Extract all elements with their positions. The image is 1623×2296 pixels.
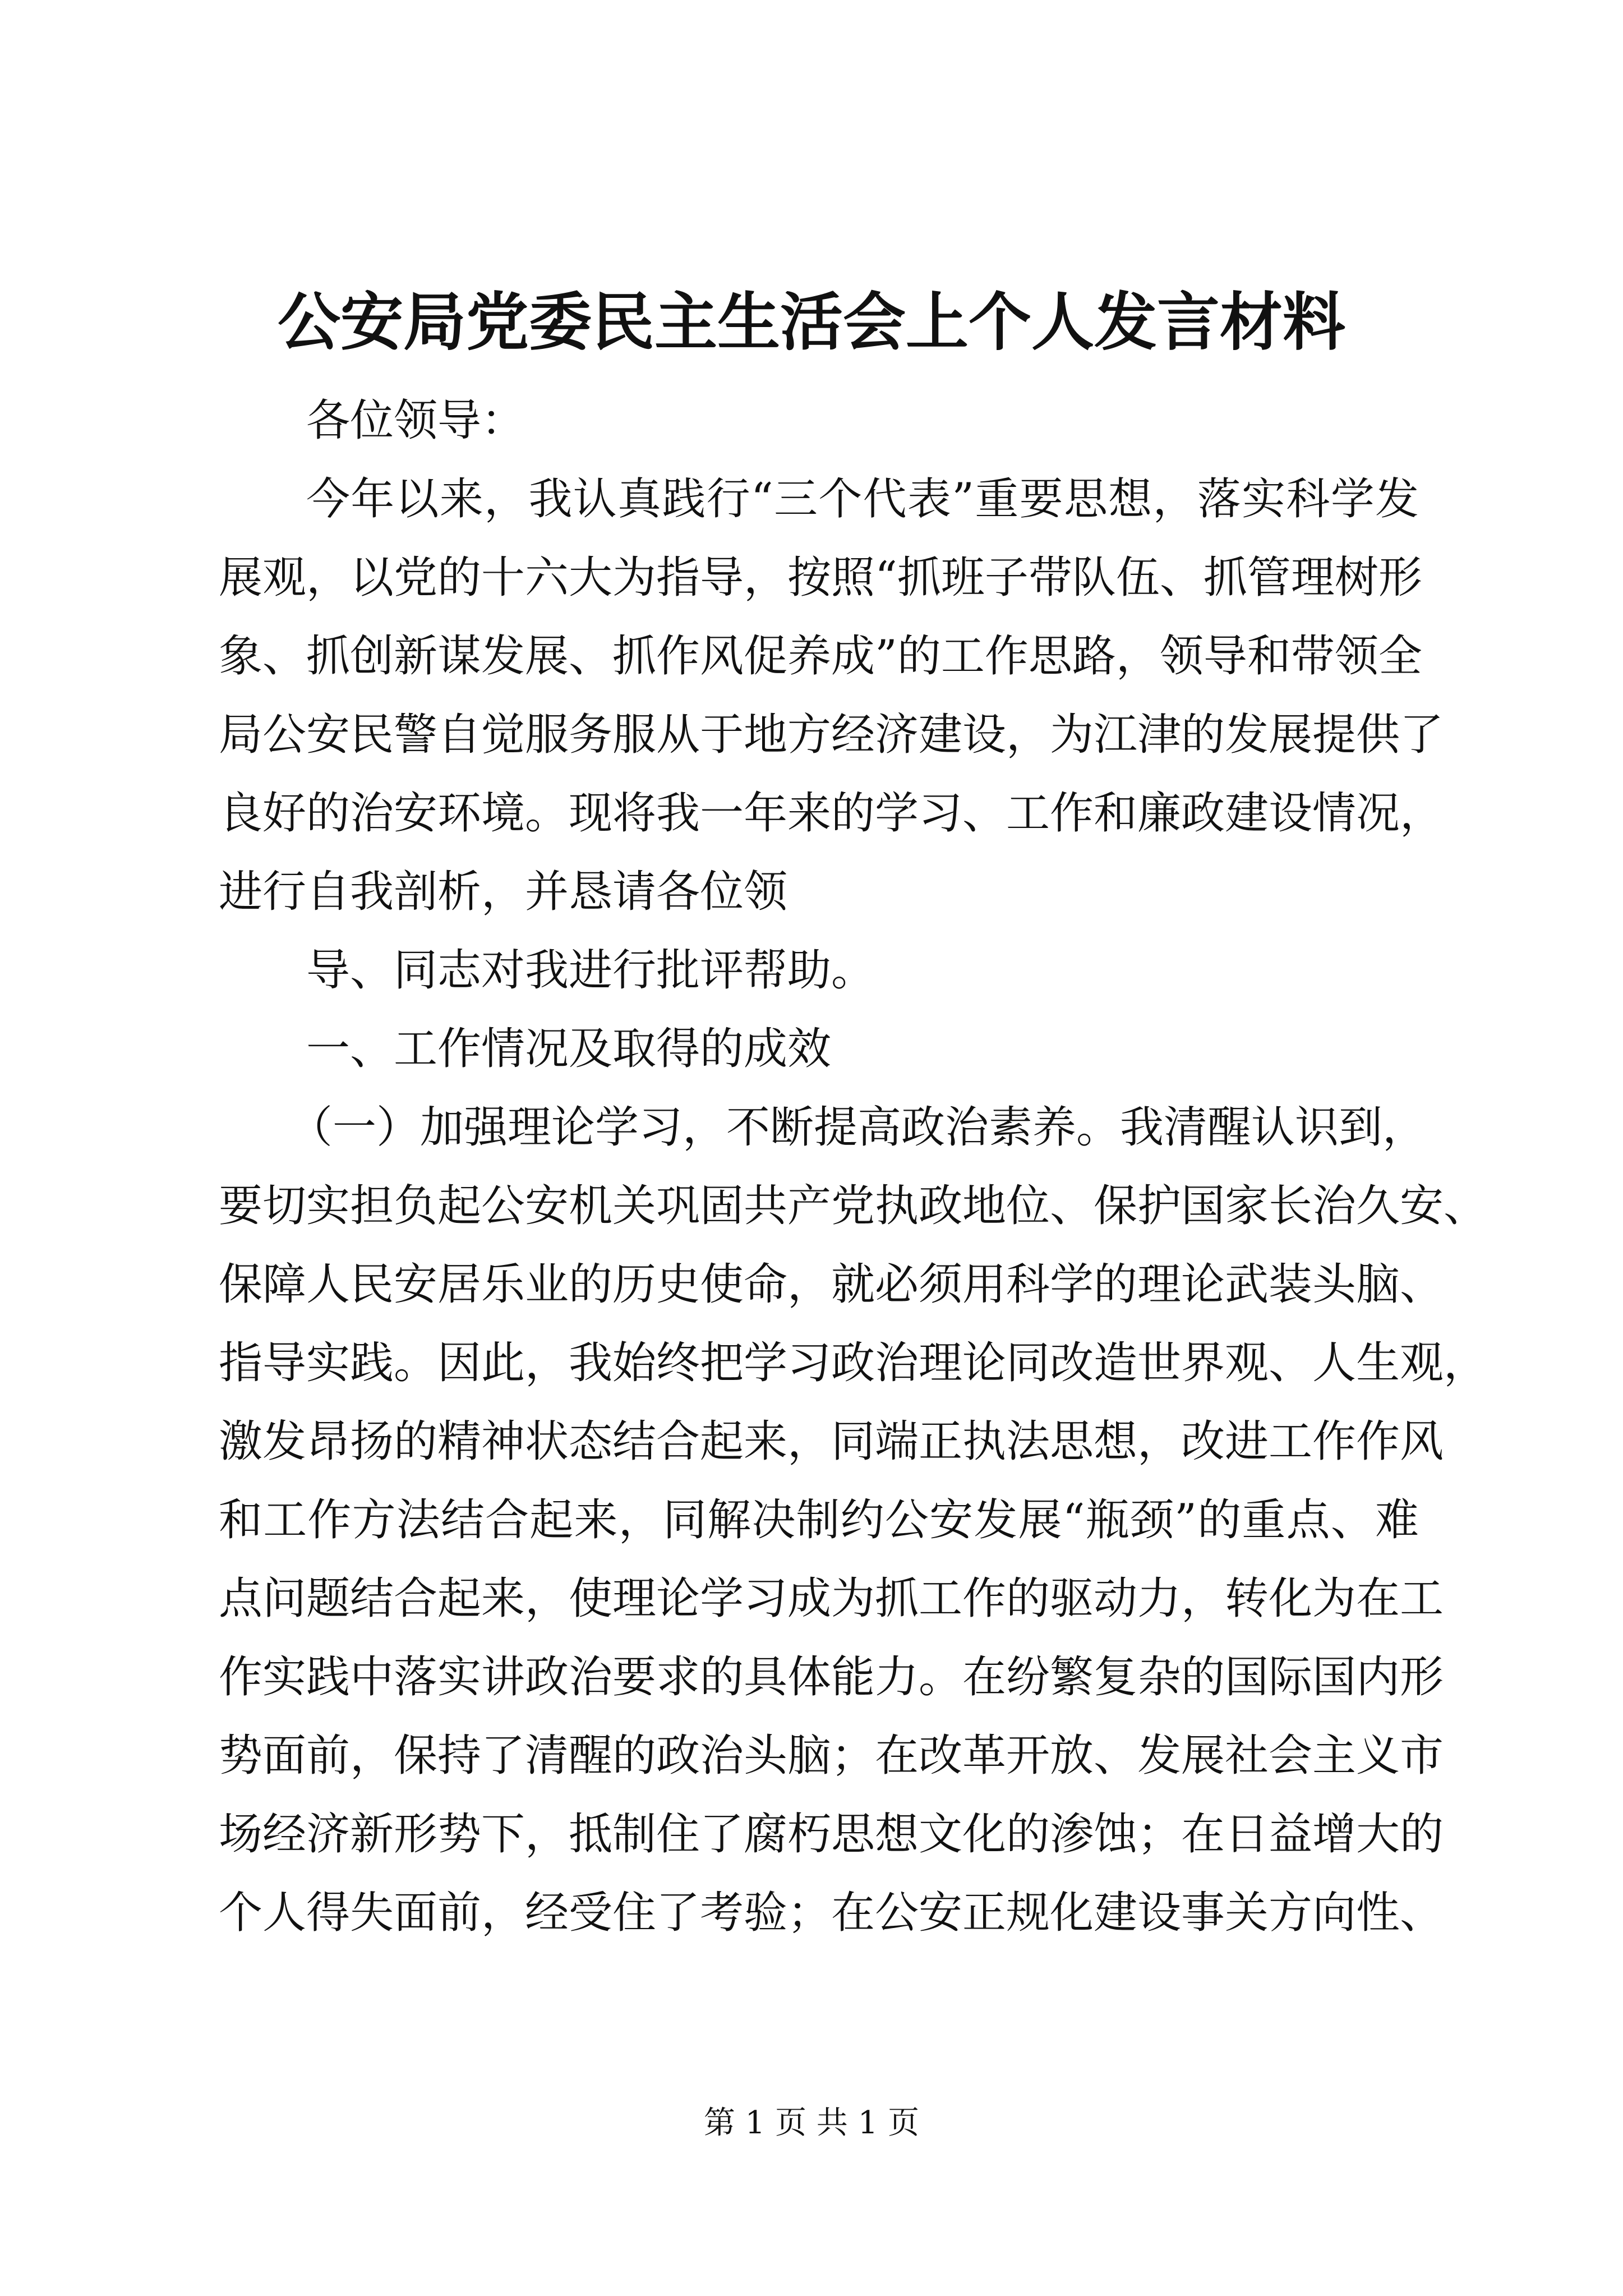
document-body bbox=[219, 381, 1488, 1952]
paragraph-line: 局公安民警自觉服务服从于地方经济建设，为江津的发展提供了 bbox=[219, 710, 1444, 760]
paragraph-line: 要切实担负起公安机关巩固共产党执政地位、保护国家长治久安、 bbox=[219, 1181, 1488, 1231]
paragraph-line: 保障人民安居乐业的历史使命，就必须用科学的理论武装头脑、 bbox=[219, 1259, 1444, 1310]
paragraph-line: 展观，以党的十六大为指导，按照“抓班子带队伍、抓管理树形 bbox=[219, 553, 1422, 603]
paragraph-line: 点问题结合起来，使理论学习成为抓工作的驱动力，转化为在工 bbox=[219, 1573, 1444, 1624]
paragraph-line: 激发昂扬的精神状态结合起来，同端正执法思想，改进工作作风 bbox=[219, 1416, 1444, 1467]
paragraph-line: 场经济新形势下，抵制住了腐朽思想文化的渗蚀；在日益增大的 bbox=[219, 1809, 1444, 1860]
paragraph-line: 作实践中落实讲政治要求的具体能力。在纷繁复杂的国际国内形 bbox=[219, 1652, 1444, 1703]
paragraph-line: 今年以来，我认真践行“三个代表”重要思想，落实科学发 bbox=[306, 474, 1419, 524]
paragraph-line: 势面前，保持了清醒的政治头脑；在改革开放、发展社会主义市 bbox=[219, 1731, 1444, 1781]
document-title: 公安局党委民主生活会上个人发言材料 bbox=[278, 286, 1345, 359]
paragraph-line: 良好的治安环境。现将我一年来的学习、工作和廉政建设情况， bbox=[219, 788, 1444, 839]
paragraph-line: 象、抓创新谋发展、抓作风促养成”的工作思路，领导和带领全 bbox=[219, 631, 1422, 682]
section-heading: 一、工作情况及取得的成效 bbox=[306, 1024, 832, 1074]
paragraph-line: 导、同志对我进行批评帮助。 bbox=[306, 945, 875, 996]
paragraph-line: 和工作方法结合起来，同解决制约公安发展“瓶颈”的重点、难 bbox=[219, 1495, 1419, 1545]
paragraph-line: （一）加强理论学习，不断提高政治素养。我清醒认识到， bbox=[289, 1102, 1427, 1153]
paragraph-line: 指导实践。因此，我始终把学习政治理论同改造世界观、人生观， bbox=[219, 1338, 1488, 1388]
paragraph-line: 进行自我剖析，并恳请各位领 bbox=[219, 867, 788, 917]
page-footer: 第 1 页 共 1 页 bbox=[703, 2105, 920, 2141]
paragraph-line: 个人得失面前，经受住了考验；在公安正规化建设事关方向性、 bbox=[219, 1888, 1444, 1938]
greeting-line: 各位领导： bbox=[306, 395, 525, 446]
